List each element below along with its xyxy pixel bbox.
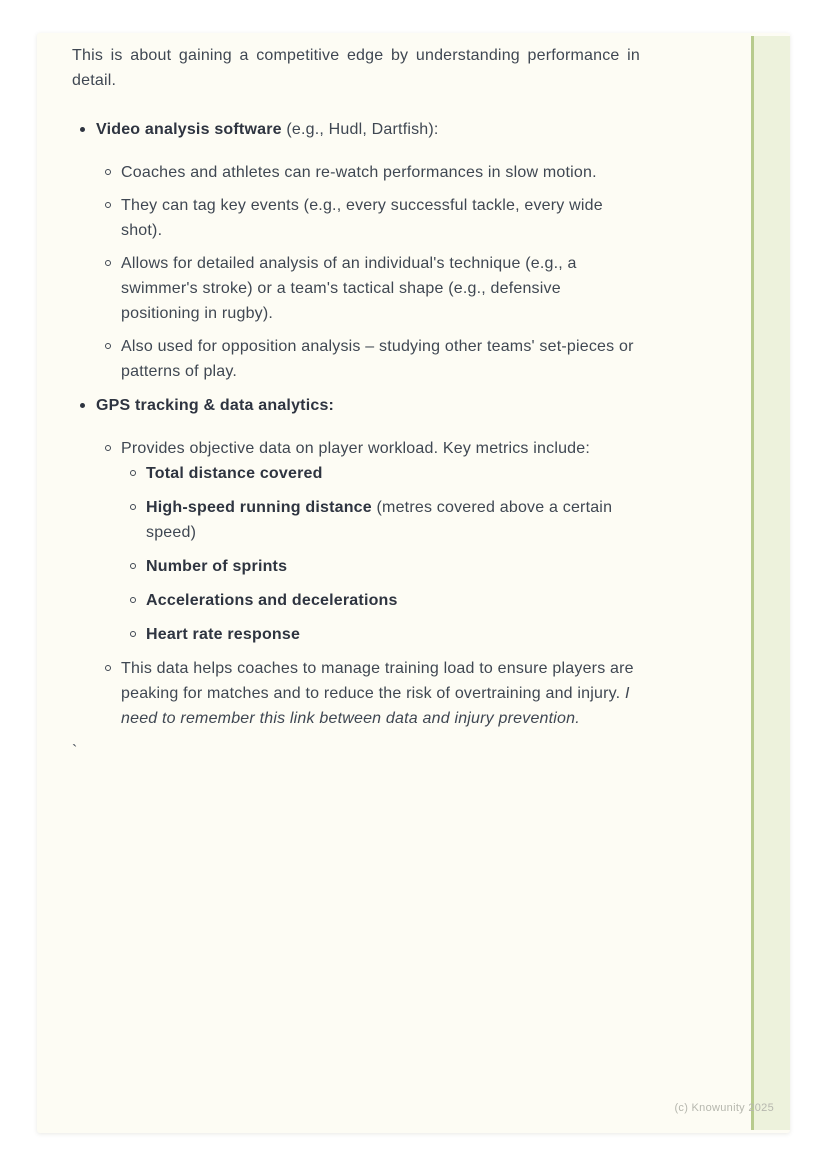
page-content — [72, 43, 640, 764]
list-item — [96, 117, 640, 384]
list-level-2 — [96, 436, 640, 731]
text-run: Also used for opposition analysis – studying other teams' set-pieces or patterns of play. — [121, 338, 634, 380]
list-level-3 — [121, 461, 640, 647]
list-item — [146, 495, 640, 545]
text-run: Provides objective data on player workload. Key metrics include: — [121, 440, 591, 457]
list-level-2 — [96, 160, 640, 384]
notes-list-root — [72, 117, 640, 731]
list-item-text — [121, 334, 640, 384]
text-run: Coaches and athletes can re-watch performances in slow motion. — [121, 164, 597, 181]
list-item-text — [146, 495, 640, 545]
list-item — [146, 461, 640, 486]
list-level-1 — [72, 117, 640, 731]
list-item-text — [96, 393, 640, 418]
bold-text: Number of sprints — [146, 558, 288, 575]
list-item — [121, 656, 640, 731]
list-item-text — [121, 160, 640, 185]
text-run: Allows for detailed analysis of an individual's technique (e.g., a swimmer's stroke) or a team's tactical shape (e.g., defensive positioning in rugby). — [121, 255, 577, 322]
list-item — [121, 160, 640, 185]
text-run: (e.g., Hudl, Dartfish): — [281, 121, 439, 138]
copyright-footer: (c) Knowunity 2025 — [674, 1102, 774, 1114]
list-item — [146, 588, 640, 613]
list-item-text — [146, 622, 640, 647]
bold-text: Total distance covered — [146, 465, 323, 482]
bold-text: Accelerations and decelerations — [146, 592, 398, 609]
bold-text: High-speed running distance — [146, 499, 372, 516]
list-item-text — [146, 461, 640, 486]
list-item-text — [96, 117, 640, 142]
italic-note-text: I need to remember this link between data and injury prevention. — [121, 685, 630, 727]
bold-text: Video analysis software — [96, 121, 282, 138]
list-item-text — [121, 193, 640, 243]
list-item-text — [121, 656, 640, 731]
list-item-text — [121, 436, 640, 461]
list-item — [96, 393, 640, 731]
text-run: (metres covered above a certain speed) — [146, 499, 613, 541]
text-run: This data helps coaches to manage training load to ensure players are peaking for matches and to reduce the risk of overtraining and injury. — [121, 660, 634, 702]
bold-text: Heart rate response — [146, 626, 301, 643]
stray-backtick: ` — [72, 743, 78, 760]
document-page — [37, 33, 790, 1133]
intro-paragraph: This is about gaining a competitive edge by understanding performance in detail. — [72, 47, 640, 89]
list-item — [121, 193, 640, 243]
list-item-text — [121, 251, 640, 326]
list-item — [146, 622, 640, 647]
bold-text: GPS tracking & data analytics: — [96, 397, 335, 414]
list-item-text — [146, 588, 640, 613]
list-item-text — [146, 554, 640, 579]
text-run: They can tag key events (e.g., every successful tackle, every wide shot). — [121, 197, 603, 239]
list-item — [121, 334, 640, 384]
list-item — [121, 251, 640, 326]
accent-strip — [751, 36, 790, 1130]
list-item — [121, 436, 640, 647]
list-item — [146, 554, 640, 579]
